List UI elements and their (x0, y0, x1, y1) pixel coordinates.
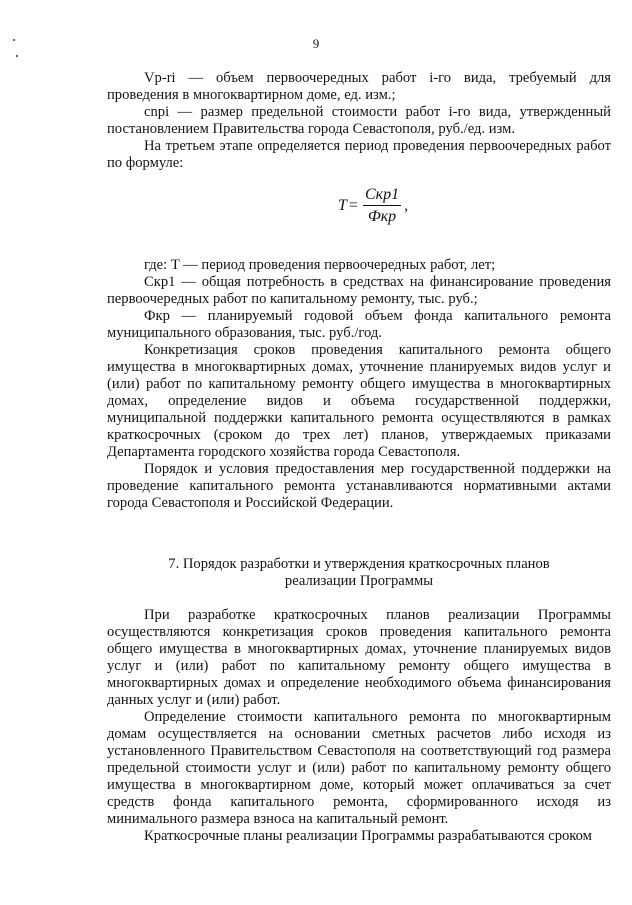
scan-dot (16, 55, 18, 57)
paragraph-plan-development: При разработке краткосрочных планов реализации Программы осуществляются конкретизация сроков проведения капитального ремонта общего имущества в многоквартирных домах, уточнение планируемых видов услуг и (или) работ по капитальному ремонту общего имущества в многоквартирных домах и определение необходимого объема финансирования данных услуг и (или) работ. (107, 607, 611, 708)
formula-fraction (363, 186, 401, 225)
section-heading-line1: 7. Порядок разработки и утверждения краткосрочных планов (168, 556, 550, 572)
paragraph-cost-definition: сnpi — размер предельной стоимости работ i-го вида, утвержденный постановлением Правительства города Севастополя, руб./ед. изм. (107, 104, 611, 137)
paragraph-concretization: Конкретизация сроков проведения капитального ремонта общего имущества в многоквартирных домах, уточнение планируемых видов услуг и (или) работ по капитальному ремонту общего имущества в многоквартирных домах, определение видов и объема государственной поддержки, муниципальной поддержки капитального ремонта осуществляются в рамках краткосрочных (сроком до трех лет) планов, утверждаемых приказами Департамента городского хозяйства города Севастополя. (107, 342, 611, 460)
formula-denominator: Фкр (367, 208, 397, 225)
formula-tail: , (404, 197, 409, 214)
bottom-text-block (107, 607, 611, 845)
paragraph-fkr: Фкр — планируемый годовой объем фонда капитального ремонта муниципального образования, тыс. руб./год. (107, 308, 611, 341)
formula-lhs: T (338, 197, 347, 214)
section-heading-line2: реализации Программы (284, 573, 434, 589)
page-number: 9 (312, 36, 320, 51)
paragraph-third-stage: На третьем этапе определяется период проведения первоочередных работ по формуле: (107, 138, 611, 171)
formula-equals: = (348, 197, 358, 214)
paragraph-where-t: где: T — период проведения первоочередных работ, лет; (144, 257, 496, 273)
section-heading (107, 556, 611, 590)
paragraph-skr1: Скр1 — общая потребность в средствах на финансирование проведения первоочередных работ по капитальному ремонту, тыс. руб.; (107, 274, 611, 307)
paragraph-cost-determination: Определение стоимости капитального ремонта по многоквартирным домам осуществляется на основании сметных расчетов либо исходя из установленного Правительством Севастополя на соответствующий год размера предельной стоимости услуг и (или) работ по капитальному ремонту общего имущества в многоквартирном доме, который может оплачиваться за счет средств фонда капитального ремонта, сформированного исходя из минимального размера взноса на капитальный ремонт. (107, 709, 611, 827)
paragraph-support-order: Порядок и условия предоставления мер государственной поддержки на проведение капитального ремонта устанавливаются нормативными актами города Севастополя и Российской Федерации. (107, 461, 611, 511)
formula (338, 186, 408, 225)
top-text-block (107, 70, 611, 172)
formula-numerator: Скр1 (363, 186, 401, 206)
paragraph-volume-definition: Vp-ri — объем первоочередных работ i-го вида, требуемый для проведения в многоквартирном доме, ед. изм.; (107, 70, 611, 103)
paragraph-short-term-plans: Краткосрочные планы реализации Программы разрабатываются сроком (144, 828, 592, 844)
middle-text-block (107, 257, 611, 512)
